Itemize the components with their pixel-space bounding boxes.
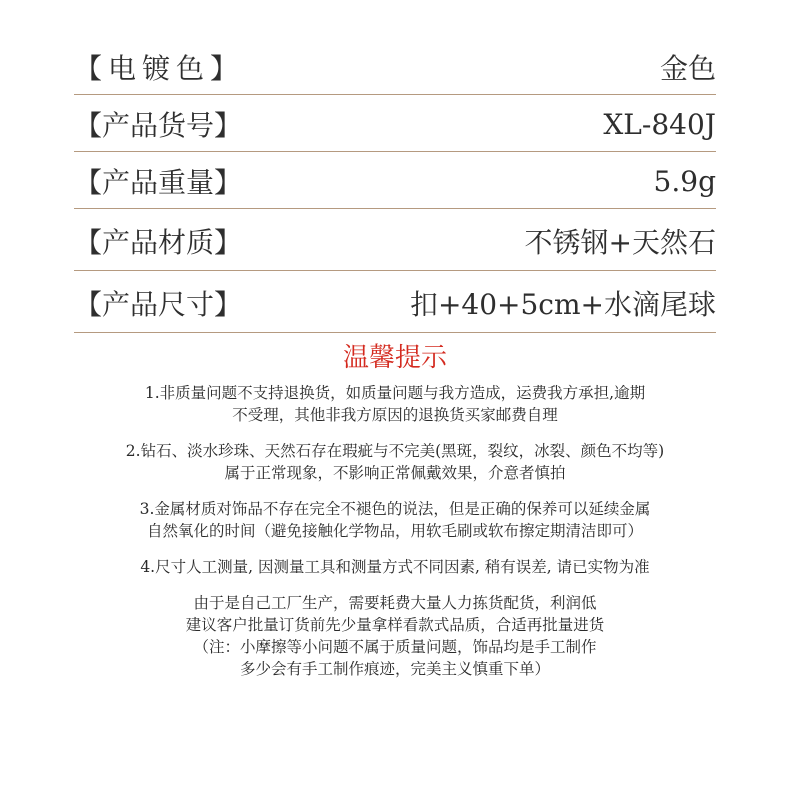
spec-value: 5.9g	[653, 164, 716, 198]
notice-footer-line: （注：小摩擦等小问题不属于质量问题，饰品均是手工制作	[193, 638, 597, 656]
notice-footer-line: 建议客户批量订货前先少量拿样看款式品质，合适再批量进货	[185, 616, 605, 634]
spec-row-plating-color	[74, 38, 716, 95]
spec-label: 【产品材质】	[74, 225, 243, 259]
notice-title: 温馨提示	[342, 343, 447, 373]
notice-item-4	[95, 556, 695, 578]
notice-item-1	[95, 382, 695, 426]
notice-footer	[95, 592, 695, 680]
spec-value: 不锈钢+天然石	[524, 225, 716, 259]
notice-line: 1.非质量问题不支持退换货，如质量问题与我方造成，运费我方承担,逾期	[144, 384, 646, 402]
spec-row-weight	[74, 152, 716, 209]
spec-row-material	[74, 209, 716, 271]
spec-table	[74, 38, 716, 333]
notice-line: 自然氧化的时间（避免接触化学物品，用软毛刷或软布擦定期清洁即可）	[146, 522, 643, 540]
notice-footer-line: 由于是自己工厂生产，需要耗费大量人力拣货配货，利润低	[193, 594, 597, 612]
notice-line: 2.钻石、淡水珍珠、天然石存在瑕疵与不完美(黑斑，裂纹，冰裂、颜色不均等)	[125, 442, 665, 460]
notice-line: 4.尺寸人工测量, 因测量工具和测量方式不同因素, 稍有误差, 请已实物为准	[140, 558, 650, 576]
notice-footer-line: 多少会有手工制作痕迹，完美主义慎重下单）	[239, 660, 550, 678]
notice-line: 3.金属材质对饰品不存在完全不褪色的说法，但是正确的保养可以延续金属	[139, 500, 651, 518]
notice-item-2	[95, 440, 695, 484]
spec-label: 【电镀色】	[74, 52, 245, 85]
spec-label: 【产品货号】	[74, 109, 243, 142]
spec-label: 【产品尺寸】	[74, 287, 243, 321]
spec-value: XL-840J	[603, 107, 716, 141]
spec-row-item-number	[74, 95, 716, 152]
notice-item-3	[95, 498, 695, 542]
notice-section	[0, 340, 790, 680]
spec-value: 扣+40+5cm+水滴尾球	[409, 287, 716, 321]
notice-line: 属于正常现象，不影响正常佩戴效果，介意者慎拍	[224, 464, 566, 482]
spec-value: 金色	[659, 52, 716, 85]
notice-line: 不受理，其他非我方原因的退换货买家邮费自理	[232, 406, 558, 424]
spec-row-size	[74, 271, 716, 333]
spec-label: 【产品重量】	[74, 166, 243, 199]
